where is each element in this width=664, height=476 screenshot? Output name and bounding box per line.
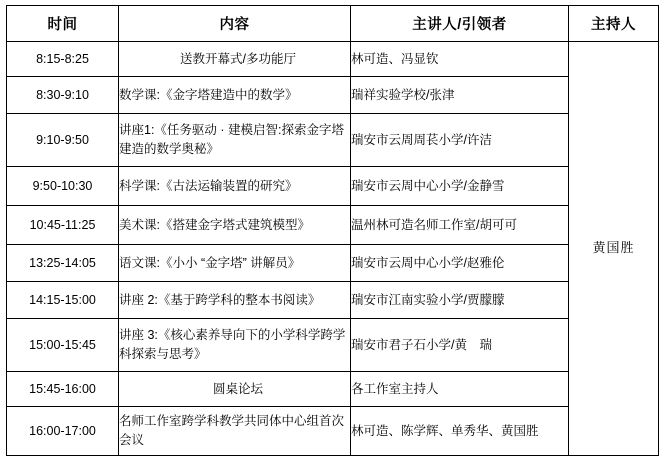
- cell-speaker: 瑞安市君子石小学/黄 瑞: [351, 319, 569, 372]
- table-row: [7, 42, 659, 77]
- column-header-speaker: 主讲人/引领者: [351, 6, 569, 42]
- table-row: [7, 206, 659, 245]
- table-row: [7, 77, 659, 114]
- table-row: [7, 245, 659, 282]
- cell-host: [569, 42, 659, 456]
- cell-time: 13:25-14:05: [7, 245, 119, 282]
- cell-time: 15:00-15:45: [7, 319, 119, 372]
- table-body: [7, 42, 659, 456]
- cell-speaker: 林可造、冯显钦: [351, 42, 569, 77]
- cell-time: 14:15-15:00: [7, 282, 119, 319]
- cell-content: 讲座 2:《基于跨学科的整本书阅读》: [119, 282, 351, 319]
- cell-speaker: 瑞祥实验学校/张津: [351, 77, 569, 114]
- table-row: [7, 407, 659, 456]
- column-header-host: 主持人: [569, 6, 659, 42]
- table-header-row: [7, 6, 659, 42]
- table-row: [7, 282, 659, 319]
- column-header-time: 时间: [7, 6, 119, 42]
- cell-time: 9:10-9:50: [7, 114, 119, 167]
- cell-time: 8:15-8:25: [7, 42, 119, 77]
- cell-time: 15:45-16:00: [7, 372, 119, 407]
- cell-time: 16:00-17:00: [7, 407, 119, 456]
- cell-speaker: 林可造、陈学辉、单秀华、黄国胜: [351, 407, 569, 456]
- cell-speaker: 各工作室主持人: [351, 372, 569, 407]
- cell-speaker: 瑞安市云周中心小学/赵雅伦: [351, 245, 569, 282]
- cell-content: 数学课:《金字塔建造中的数学》: [119, 77, 351, 114]
- cell-time: 10:45-11:25: [7, 206, 119, 245]
- cell-content: 科学课:《古法运输装置的研究》: [119, 167, 351, 206]
- cell-speaker: 瑞安市江南实验小学/贾朦朦: [351, 282, 569, 319]
- cell-speaker: 温州林可造名师工作室/胡可可: [351, 206, 569, 245]
- table-header: [7, 6, 659, 42]
- cell-content: 语文课:《小小 “金字塔” 讲解员》: [119, 245, 351, 282]
- cell-content: 美术课:《搭建金字塔式建筑模型》: [119, 206, 351, 245]
- cell-speaker: 瑞安市云周中心小学/金静雪: [351, 167, 569, 206]
- table-row: [7, 372, 659, 407]
- cell-content: 名师工作室跨学科教学共同体中心组首次会议: [119, 407, 351, 456]
- table-row: [7, 319, 659, 372]
- schedule-table: [6, 5, 659, 456]
- cell-speaker: 瑞安市云周周苌小学/许洁: [351, 114, 569, 167]
- table-row: [7, 167, 659, 206]
- cell-content: 讲座1:《任务驱动 · 建模启智:探索金字塔建造的数学奥秘》: [119, 114, 351, 167]
- table-row: [7, 114, 659, 167]
- cell-content: 讲座 3:《核心素养导向下的小学科学跨学科探索与思考》: [119, 319, 351, 372]
- cell-time: 8:30-9:10: [7, 77, 119, 114]
- host-name: 黄国胜: [592, 240, 635, 256]
- column-header-content: 内容: [119, 6, 351, 42]
- cell-content: 圆桌论坛: [119, 372, 351, 407]
- cell-content: 送教开幕式/多功能厅: [119, 42, 351, 77]
- cell-time: 9:50-10:30: [7, 167, 119, 206]
